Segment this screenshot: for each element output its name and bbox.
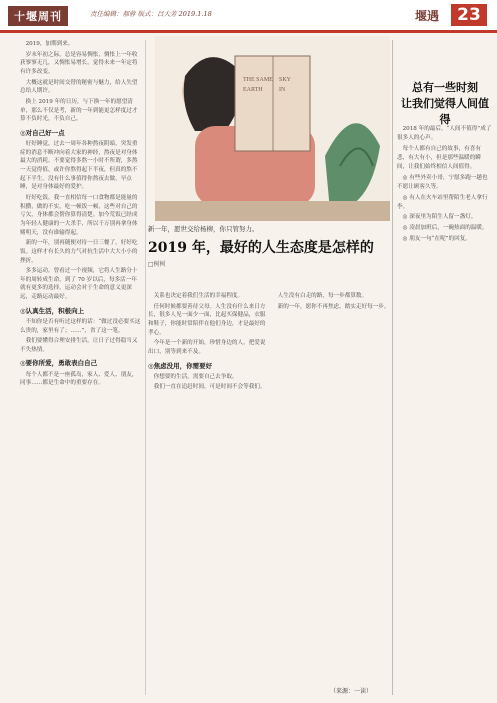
side-title-line: 让我们觉得人间值得 [401,96,489,126]
section-heading: ◎焦虑没用，你需要好 [148,361,213,370]
column-divider-left [145,40,146,695]
svg-text:IN: IN [279,87,286,93]
paragraph: 任何时候都要善待父母。人生没有什么来日方长，很多人见一面少一面，比起买保健品，衣服和鞋子，你能时常陪伴在他们身边，才是最好的孝心。 [148,303,266,336]
paragraph: 岁末年初之际，总是容易惆怅，惆怅上一年收获寥寥无几，又惆怅易增长，觉得未来一年定将有许多改变。 [20,51,138,75]
side-article-title [400,80,490,128]
feature-byline: □树树 [148,261,166,268]
paragraph: 新的一年，别再随便对待一日三餐了，好好吃饭。这样才有长久的力气对抗生活中大大小小的挫折。 [20,240,138,264]
paragraph: 好好睡觉，过去一周年各种熬夜阴暗，突发重症的消息不断冲向着大家的神经，熬夜是对身体最大的消耗。不要觉得多熬一小时不所谓，多熬一天觉得值，或许你熬得起下半夜，但真的熬不起下半生。没有什么事值得你熬夜去做，早点睡，是对身体最好的爱护。 [20,140,138,191]
paragraph: 不知你是否有听过这样的话：“做过没必要买这么贵的，家里有了；……”，省了这一笔。 [20,318,141,334]
side-title-line: 总有一些时刻 [412,81,478,94]
paragraph: 每个人都不是一座孤岛，家人、爱人、朋友，同事……都是生命中的重要存在。 [20,371,138,387]
middle-column-1 [148,292,266,394]
paragraph: 换上 2019 年的日历，与下换一年的愿望清单，那么不仅是考，新的一年到能更怎样度过才算不负时光，不负自己。 [20,98,138,123]
section-heading: ◎要你所爱，勇敢表白自己 [20,359,98,368]
paragraph: 2019，加期到来。 [25,41,74,47]
left-column [20,40,142,390]
paragraph: 我们一直在追赶时间，可是时间不会等我们。 [153,384,266,391]
paragraph: 人生没有白走的路，每一步都算数。 [277,293,368,299]
paragraph: ◎ 凌晨加班后，一碗热面的温暖。 [402,225,488,232]
feature-headline: 2019 年，最好的人生态度是怎样的 [148,240,374,256]
paragraph: ◎ 有人在火车站里帮陌生老人拿行李。 [397,194,488,210]
reading-woman-illustration [155,36,390,221]
column-divider-right [392,40,393,695]
paragraph: ◎ 深夜里为陌生人留一盏灯。 [402,214,477,221]
paragraph: 你想要的生活，需要自己去争取。 [153,373,238,380]
source-note: （来源：一读） [330,688,373,695]
svg-text:EARTH: EARTH [243,87,263,93]
side-article-body [397,125,492,246]
paragraph: ◎ 朋友一句“在呢”的回复。 [402,236,471,243]
paragraph: 好好吃饭。我一直相信每一口食物都是能量的积攒，做的不实，吃一顿饭一顿，这些对自己的亏欠，身体都会帮你算得清楚。加今荒饭已经成为年轻人健康的一大杀手，所以千万别再拿身体赌明天，没有谁输得起。 [20,194,138,236]
paragraph: 今年是一个新的开始，珍惜身边的人，把爱说出口，别等到来不及。 [148,340,266,355]
paragraph: 新的一年，愿你不再焦虑，踏实走好每一步。 [277,303,390,310]
middle-column-2 [272,292,390,313]
paragraph: ◎ 有些外卖小哥，宁愿多跑一趟也不愿让顾客久等。 [397,174,488,190]
section-heading: ◎认真生活，积极向上 [20,306,85,315]
paragraph: 多多运动。曾看过一个视频，它将人生路分十年的周转成生命，到了 70 岁以后，每多活一年就有更多的选择，运动会对于生命的意义更深远，走路运动最好。 [20,268,138,301]
paragraph: 我们要懂得合理安排生活，让日子过得稳当又不失热情。 [20,338,138,353]
credits: 责任编辑：郝蓉 版式：吕大芳 2019.1.18 [90,10,212,18]
svg-text:SKY: SKY [279,77,292,83]
paragraph: 大概这就是时间交替的秘密与魅力，给人失望总给人期许。 [20,79,138,95]
header-rule [0,30,497,33]
svg-text:THE SAME: THE SAME [243,77,273,83]
feature-illustration [155,36,390,221]
paragraph: 每个人都有自己的故事，有喜有悲，有大有小，但是那些温暖的瞬间，让我们始终相信人间值得。 [397,145,481,170]
feature-kicker: 新一年，愿世交给杨柳，你只管努力。 [148,225,259,233]
page-number: 23 [451,4,487,26]
section-heading: ◎对自己好一点 [20,128,65,137]
feature-headline-block [148,224,388,288]
paragraph: 关系也决定着我们生活的幸福程度。 [153,293,244,299]
section-tag: 堰遇 [414,9,439,23]
masthead: 十堰周刊 [8,6,68,26]
paragraph: 2018 年的最后，“人间不值得”成了很多人的心声。 [397,126,492,141]
